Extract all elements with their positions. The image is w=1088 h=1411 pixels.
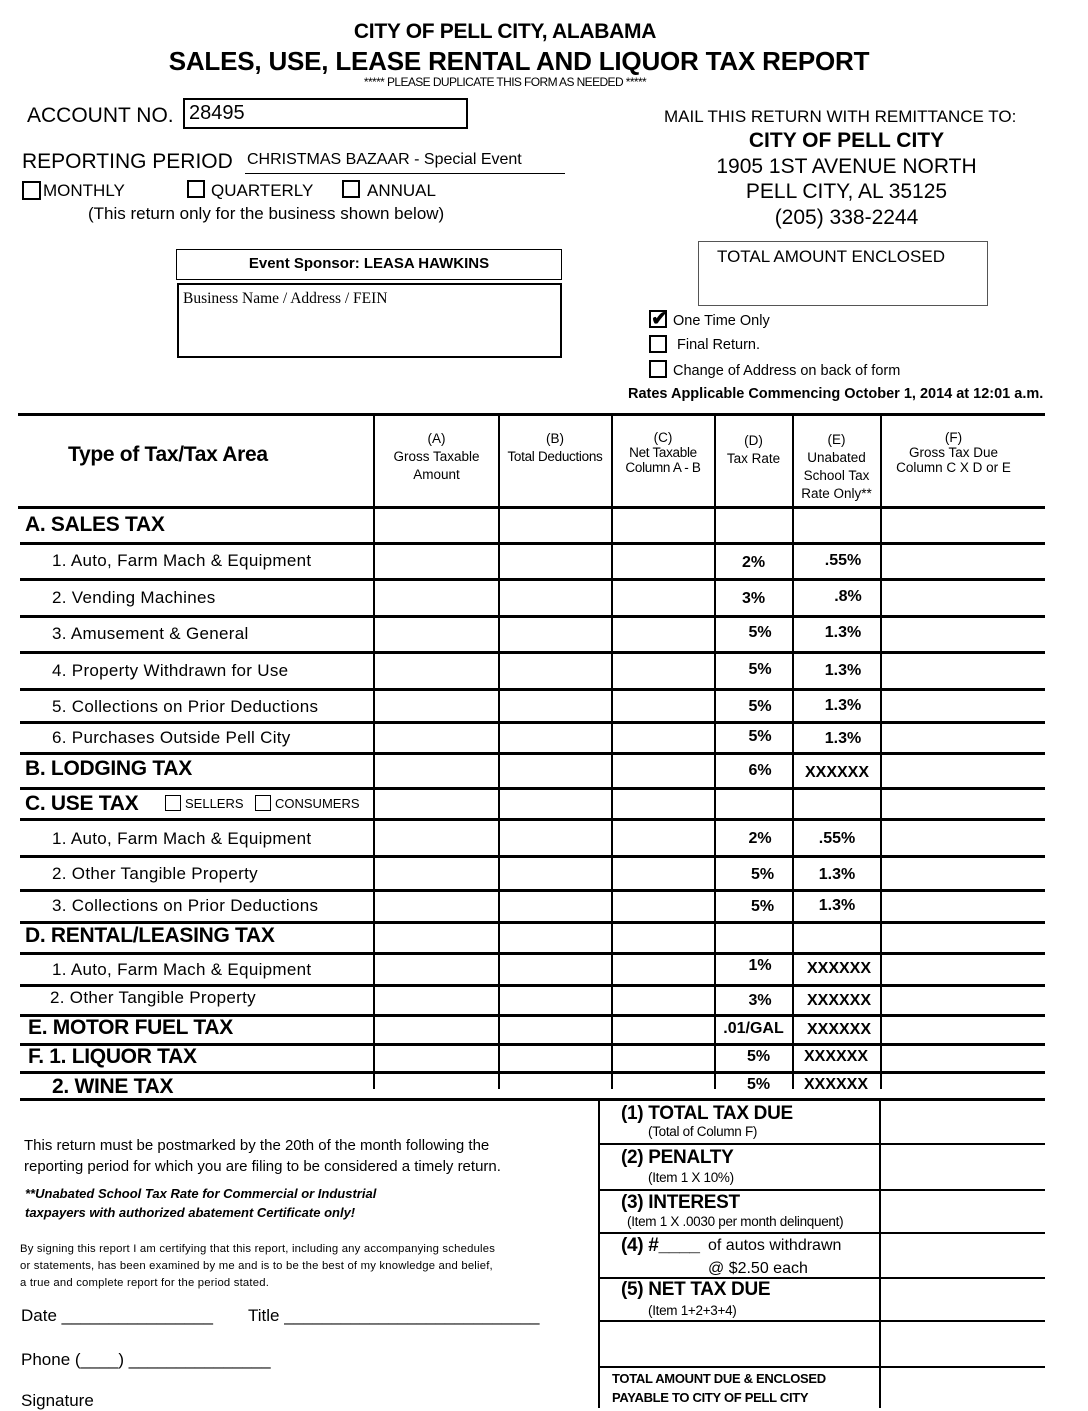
row-divider xyxy=(20,1071,1045,1074)
row-label: 1. Auto, Farm Mach & Equipment xyxy=(52,829,312,848)
annual-label: ANNUAL xyxy=(367,181,436,200)
interest-sub: (Item 1 X .0030 per month delinquent) xyxy=(627,1214,844,1229)
account-number-value: 28495 xyxy=(189,102,245,124)
tax-rate: 2% xyxy=(748,830,772,847)
title-field[interactable]: Title ___________________________ xyxy=(248,1306,540,1325)
monthly-label: MONTHLY xyxy=(43,181,125,200)
total-enclosed-field[interactable] xyxy=(698,241,988,306)
row-divider xyxy=(18,413,1045,416)
form-title: SALES, USE, LEASE RENTAL AND LIQUOR TAX REPORT xyxy=(168,46,870,76)
col-d-header xyxy=(715,432,792,468)
change-of-address-checkbox[interactable] xyxy=(649,360,667,378)
totals-left-border xyxy=(598,1099,600,1408)
form-city-heading: CITY OF PELL CITY, ALABAMA xyxy=(353,20,657,43)
interest-field[interactable] xyxy=(881,1191,1045,1232)
col-d-line1: Tax Rate xyxy=(726,451,781,466)
quarterly-label: QUARTERLY xyxy=(211,181,314,200)
penalty-label: (2) PENALTY xyxy=(621,1147,734,1168)
row-divider xyxy=(20,651,1045,654)
certification-line2: or statements, has been examined by me and is to be the best of my knowledge and belief, xyxy=(20,1260,493,1272)
rates-applicable-note: Rates Applicable Commencing October 1, 2014 at 12:01 a.m. xyxy=(628,386,1044,402)
tax-rate: 2% xyxy=(741,554,766,571)
postmark-note-line2: reporting period for which you are filing to be considered a timely return. xyxy=(24,1158,501,1175)
interest-label: (3) INTEREST xyxy=(621,1192,740,1213)
row-label: 1. Auto, Farm Mach & Equipment xyxy=(52,551,312,570)
payable-to-label: PAYABLE TO CITY OF PELL CITY xyxy=(612,1390,809,1405)
school-tax-rate: XXXXXX xyxy=(804,764,870,781)
row-label: 6. Purchases Outside Pell City xyxy=(52,728,291,747)
net-tax-due-label: (5) NET TAX DUE xyxy=(621,1279,771,1300)
reporting-period-field[interactable] xyxy=(245,150,565,174)
abatement-note-line1: **Unabated School Tax Rate for Commercial or Industrial xyxy=(25,1186,377,1201)
total-due-label: TOTAL AMOUNT DUE & ENCLOSED xyxy=(612,1371,826,1386)
autos-withdrawn-field[interactable] xyxy=(881,1234,1045,1277)
school-tax-rate: 1.3% xyxy=(824,662,862,679)
autos-withdrawn-text: of autos withdrawn xyxy=(708,1237,842,1254)
date-field[interactable]: Date ________________ xyxy=(21,1306,213,1325)
row-divider xyxy=(20,787,1045,790)
total-tax-due-sub: (Total of Column F) xyxy=(648,1124,758,1139)
tax-rate: 5% xyxy=(746,1076,771,1093)
sellers-checkbox[interactable] xyxy=(165,795,181,811)
row-divider xyxy=(20,578,1045,581)
event-sponsor-box xyxy=(176,249,562,280)
certification-line3: a true and complete report for the period stated. xyxy=(20,1277,270,1289)
phone-field[interactable]: Phone (____) _______________ xyxy=(21,1350,271,1369)
tax-rate: 5% xyxy=(748,728,772,745)
col-e-letter: (E) xyxy=(827,432,846,447)
col-e-line1: Unabated xyxy=(807,450,866,465)
abatement-note-line2: taxpayers with authorized abatement Certificate only! xyxy=(25,1205,356,1220)
school-tax-rate: .55% xyxy=(824,552,862,569)
col-c-letter: (C) xyxy=(653,430,673,445)
tax-rate: .01/GAL xyxy=(723,1020,784,1037)
one-time-only-checkbox[interactable] xyxy=(649,310,667,328)
school-tax-rate: 1.3% xyxy=(818,897,856,914)
autos-withdrawn-rate: @ $2.50 each xyxy=(708,1260,808,1277)
row-label: 2. Vending Machines xyxy=(52,588,216,607)
row-label: 2. Other Tangible Property xyxy=(50,988,256,1007)
section-sales-tax: A. SALES TAX xyxy=(25,513,165,536)
total-tax-due-field[interactable] xyxy=(881,1101,1045,1143)
account-label: ACCOUNT NO. xyxy=(27,104,174,127)
monthly-checkbox[interactable] xyxy=(22,181,41,200)
row-divider xyxy=(20,542,1045,545)
row-divider xyxy=(20,984,1045,987)
col-b-letter: (B) xyxy=(546,431,564,446)
tax-rate: 5% xyxy=(748,661,772,678)
school-tax-rate: XXXXXX xyxy=(803,1048,869,1065)
row-divider xyxy=(20,752,1045,755)
business-note: (This return only for the business shown below) xyxy=(88,204,445,223)
event-sponsor-label: Event Sponsor: LEASA HAWKINS xyxy=(248,255,490,272)
certification-line1: By signing this report I am certifying that this report, including any accompanying schedules xyxy=(20,1243,496,1255)
section-rental-leasing-tax: D. RENTAL/LEASING TAX xyxy=(25,924,275,947)
school-tax-rate: XXXXXX xyxy=(803,1076,869,1093)
school-tax-rate: .8% xyxy=(834,588,862,605)
row-label: 3. Amusement & General xyxy=(52,624,249,643)
reporting-period-label: REPORTING PERIOD xyxy=(22,150,233,173)
mail-phone: (205) 338-2244 xyxy=(774,206,919,229)
school-tax-rate: XXXXXX xyxy=(806,1021,872,1038)
row-divider xyxy=(20,952,1045,955)
row-divider xyxy=(20,721,1045,724)
col-c-line1: Net Taxable xyxy=(629,445,697,460)
section-motor-fuel-tax: E. MOTOR FUEL TAX xyxy=(28,1016,233,1039)
tax-rate: 5% xyxy=(750,866,775,883)
section-lodging-tax: B. LODGING TAX xyxy=(25,757,192,780)
section-liquor-tax: F. 1. LIQUOR TAX xyxy=(28,1045,197,1068)
school-tax-rate: 1.3% xyxy=(818,866,856,883)
col-c-line2: Column A - B xyxy=(625,460,701,475)
autos-withdrawn-label: (4) #____ xyxy=(621,1235,700,1256)
col-a-line1: Gross Taxable xyxy=(393,449,480,464)
col-b-header xyxy=(499,430,611,466)
consumers-checkbox[interactable] xyxy=(255,795,271,811)
mail-return-label: MAIL THIS RETURN WITH REMITTANCE TO: xyxy=(664,107,1017,126)
col-b-line1: Total Deductions xyxy=(507,449,603,464)
tax-rate: 3% xyxy=(748,992,772,1009)
annual-checkbox[interactable] xyxy=(342,180,360,198)
col-a-header xyxy=(375,430,498,484)
row-divider xyxy=(20,688,1045,691)
row-divider xyxy=(20,615,1045,618)
postmark-note-line1: This return must be postmarked by the 20th of the month following the xyxy=(24,1137,490,1154)
total-tax-due-label: (1) TOTAL TAX DUE xyxy=(621,1103,793,1124)
col-c-header xyxy=(612,430,714,475)
col-a-line2: Amount xyxy=(413,467,460,482)
business-name-label: Business Name / Address / FEIN xyxy=(183,290,388,307)
school-tax-rate: 1.3% xyxy=(824,730,862,747)
sellers-label: SELLERS xyxy=(185,796,244,811)
row-divider xyxy=(20,889,1045,892)
mail-city-state: PELL CITY, AL 35125 xyxy=(745,180,948,203)
mail-city-name: CITY OF PELL CITY xyxy=(748,129,945,152)
col-a-letter: (A) xyxy=(427,431,446,446)
penalty-field[interactable] xyxy=(881,1145,1045,1189)
quarterly-checkbox[interactable] xyxy=(187,180,205,198)
one-time-only-label: One Time Only xyxy=(673,313,770,329)
col-e-line3: Rate Only** xyxy=(801,486,872,501)
col-e-line2: School Tax xyxy=(803,468,870,483)
tax-rate: 5% xyxy=(748,698,772,715)
row-label: 2. Other Tangible Property xyxy=(52,864,258,883)
row-label: 5. Collections on Prior Deductions xyxy=(52,697,319,716)
school-tax-rate: .55% xyxy=(818,830,856,847)
reporting-period-value: CHRISTMAS BAZAAR - Special Event xyxy=(247,151,522,168)
row-divider xyxy=(20,818,1045,821)
mail-street: 1905 1ST AVENUE NORTH xyxy=(716,155,977,178)
school-tax-rate: 1.3% xyxy=(824,624,862,641)
final-return-checkbox[interactable] xyxy=(649,335,667,353)
total-due-field[interactable] xyxy=(881,1368,1045,1408)
col-f-header xyxy=(881,430,1026,475)
col-f-line2: Column C X D or E xyxy=(896,460,1011,475)
totals-row-divider xyxy=(599,1320,1045,1322)
checkmark-icon: ✔ xyxy=(651,308,668,330)
tax-rate: 5% xyxy=(750,898,775,915)
final-return-label: Final Return. xyxy=(677,337,761,353)
section-wine-tax: 2. WINE TAX xyxy=(52,1075,174,1098)
tax-rate: 6% xyxy=(748,762,772,779)
penalty-sub: (Item 1 X 10%) xyxy=(648,1170,734,1185)
total-enclosed-label: TOTAL AMOUNT ENCLOSED xyxy=(717,247,945,266)
row-divider xyxy=(18,506,1045,509)
change-of-address-label: Change of Address on back of form xyxy=(673,363,901,379)
school-tax-rate: XXXXXX xyxy=(806,992,872,1009)
account-number-field[interactable] xyxy=(183,98,468,129)
school-tax-rate: XXXXXX xyxy=(806,960,872,977)
net-tax-due-sub: (Item 1+2+3+4) xyxy=(648,1303,737,1318)
col-f-letter: (F) xyxy=(944,430,963,445)
net-tax-due-field[interactable] xyxy=(881,1279,1045,1320)
row-label: 4. Property Withdrawn for Use xyxy=(52,661,289,680)
signature-label: Signature xyxy=(21,1391,94,1410)
tax-rate: 1% xyxy=(748,957,772,974)
row-divider xyxy=(20,855,1045,858)
duplicate-note: ***** PLEASE DUPLICATE THIS FORM AS NEEDED ***** xyxy=(363,75,647,89)
tax-rate: 3% xyxy=(741,590,766,607)
col-d-letter: (D) xyxy=(744,433,763,448)
type-of-tax-header: Type of Tax/Tax Area xyxy=(68,443,268,466)
col-f-line1: Gross Tax Due xyxy=(908,445,999,460)
school-tax-rate: 1.3% xyxy=(824,697,862,714)
row-label: 1. Auto, Farm Mach & Equipment xyxy=(52,960,312,979)
row-label: 3. Collections on Prior Deductions xyxy=(52,896,319,915)
tax-rate: 5% xyxy=(748,624,772,641)
tax-rate: 5% xyxy=(746,1048,771,1065)
col-e-header xyxy=(793,431,880,503)
consumers-label: CONSUMERS xyxy=(275,796,360,811)
business-name-field[interactable] xyxy=(177,283,562,358)
section-use-tax: C. USE TAX xyxy=(25,792,139,815)
